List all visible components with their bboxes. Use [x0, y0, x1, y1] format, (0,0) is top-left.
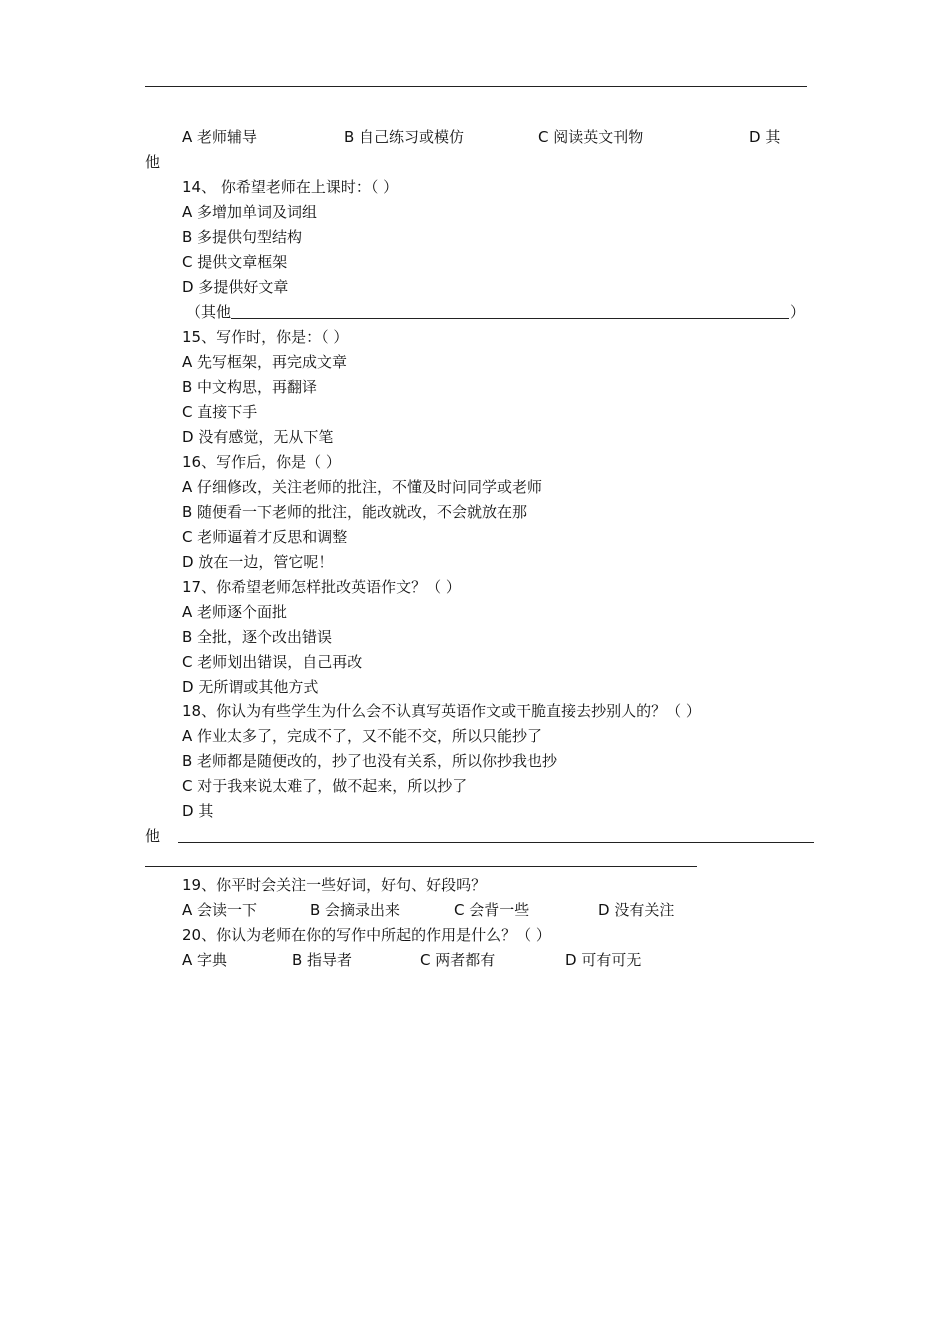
q18-other-blank-2 [145, 866, 697, 867]
q19-option-d: D 没有关注 [598, 901, 675, 919]
q16-question: 16、写作后，你是（ ） [182, 453, 341, 471]
top-answer-line [145, 86, 807, 87]
q18-option-b: B 老师都是随便改的，抄了也没有关系，所以你抄我也抄 [182, 752, 558, 770]
q18-option-c: C 对于我来说太难了，做不起来，所以抄了 [182, 777, 468, 795]
q18-option-d-continued: 他 [145, 827, 161, 845]
q13-option-a: A 老师辅导 [182, 128, 258, 146]
q20-option-d: D 可有可无 [565, 951, 642, 969]
q16-option-d: D 放在一边，管它呢！ [182, 553, 334, 571]
q14-option-c: C 提供文章框架 [182, 253, 288, 271]
q14-other-label: （其他 [186, 303, 232, 321]
q18-other-blank-1 [178, 842, 814, 843]
q18-question: 18、你认为有些学生为什么会不认真写英语作文或干脆直接去抄别人的？（ ） [182, 702, 701, 720]
q13-option-d-continued: 他 [145, 153, 161, 171]
q15-option-d: D 没有感觉，无从下笔 [182, 428, 334, 446]
q15-option-b: B 中文构思，再翻译 [182, 378, 318, 396]
q18-option-d: D 其 [182, 802, 214, 820]
q20-option-a: A 字典 [182, 951, 228, 969]
q19-option-c: C 会背一些 [454, 901, 530, 919]
q20-question: 20、你认为老师在你的写作中所起的作用是什么？（ ） [182, 926, 551, 944]
q14-question: 14、 你希望老师在上课时：（ ） [182, 178, 399, 196]
q20-option-b: B 指导者 [292, 951, 353, 969]
q14-option-d: D 多提供好文章 [182, 278, 289, 296]
q19-question: 19、你平时会关注一些好词，好句、好段吗？ [182, 876, 487, 894]
q17-option-a: A 老师逐个面批 [182, 603, 288, 621]
q19-options-row [182, 900, 802, 920]
q17-option-d: D 无所谓或其他方式 [182, 678, 319, 696]
q18-option-a: A 作业太多了，完成不了，又不能不交，所以只能抄了 [182, 727, 543, 745]
q19-option-b: B 会摘录出来 [310, 901, 401, 919]
q15-option-a: A 先写框架，再完成文章 [182, 353, 348, 371]
q16-option-b: B 随便看一下老师的批注，能改就改，不会就放在那 [182, 503, 528, 521]
q14-option-a: A 多增加单词及词组 [182, 203, 318, 221]
q14-other-close: ） [790, 303, 806, 321]
q16-option-a: A 仔细修改，关注老师的批注，不懂及时问同学或老师 [182, 478, 543, 496]
q17-option-c: C 老师划出错误，自己再改 [182, 653, 363, 671]
q13-option-b: B 自己练习或模仿 [344, 128, 465, 146]
q17-question: 17、你希望老师怎样批改英语作文？（ ） [182, 578, 461, 596]
q13-option-c: C 阅读英文刊物 [538, 128, 644, 146]
q17-option-b: B 全批，逐个改出错误 [182, 628, 333, 646]
q20-options-row [182, 950, 802, 970]
q14-option-b: B 多提供句型结构 [182, 228, 303, 246]
q14-other-blank [231, 318, 789, 319]
q19-option-a: A 会读一下 [182, 901, 258, 919]
q15-question: 15、写作时，你是：（ ） [182, 328, 349, 346]
q20-option-c: C 两者都有 [420, 951, 496, 969]
q15-option-c: C 直接下手 [182, 403, 258, 421]
q13-options-row [182, 127, 802, 147]
q16-option-c: C 老师逼着才反思和调整 [182, 528, 348, 546]
q13-option-d: D 其 [749, 128, 781, 146]
